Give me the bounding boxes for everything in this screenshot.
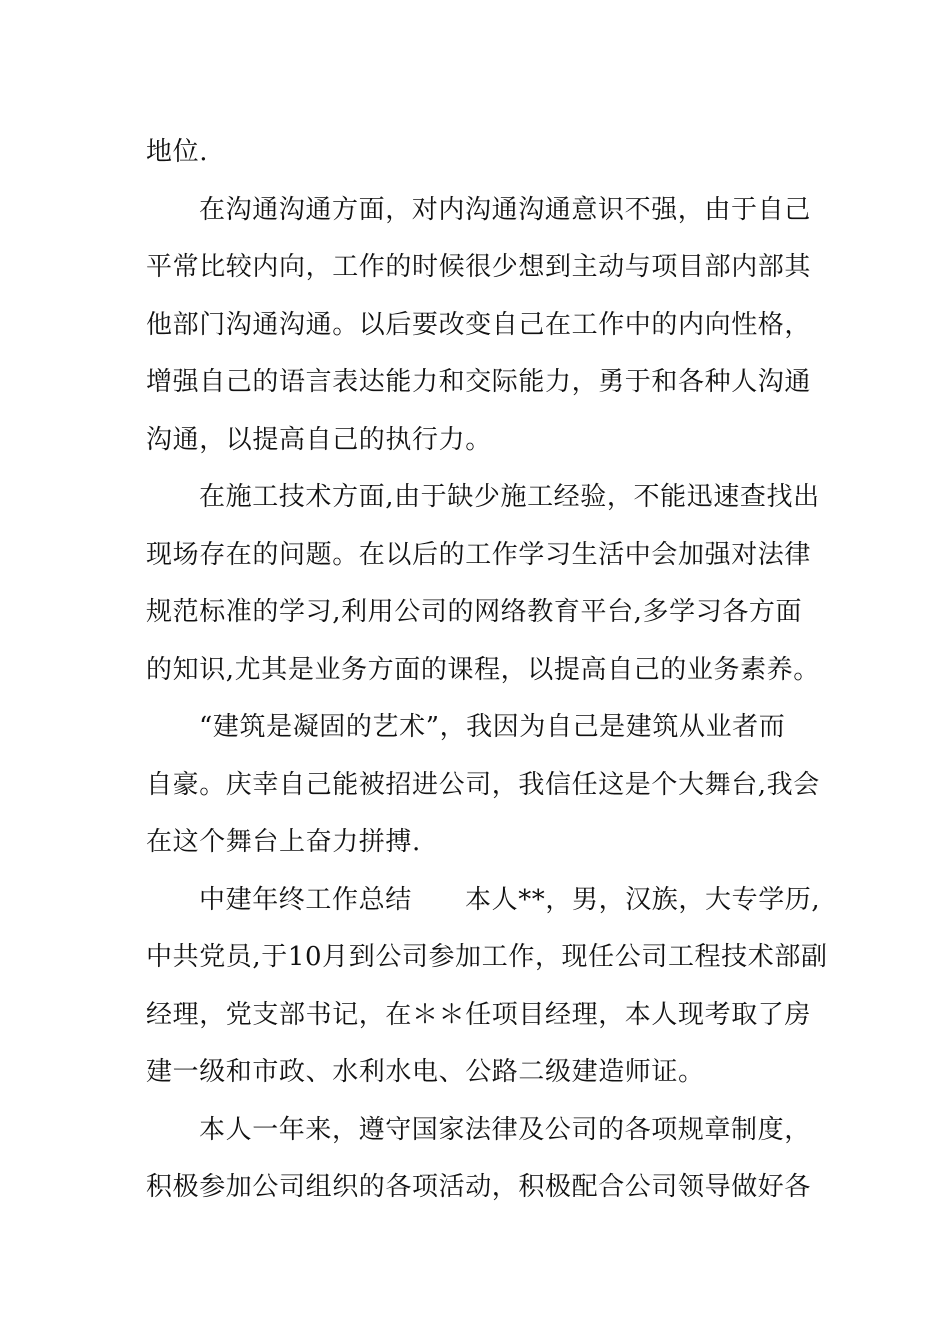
- paragraph-line: 平常比较内向，工作的时候很少想到主动与项目部内部其: [146, 252, 812, 282]
- paragraph-line: 地位.: [146, 137, 209, 167]
- paragraph-line: 自豪。庆幸自己能被招进公司，我信任这是个大舞台,我会: [146, 769, 820, 800]
- paragraph-line: “建筑是凝固的艺术”，我因为自己是建筑从业者而: [199, 712, 786, 742]
- paragraph-line: 经理，党支部书记，在＊＊任项目经理，本人现考取了房: [146, 999, 812, 1030]
- paragraph-line: 规范标准的学习,利用公司的网络教育平台,多学习各方面: [146, 597, 803, 627]
- paragraph-line: 中建年终工作总结 本人**，男，汉族，大专学历,: [199, 884, 821, 915]
- paragraph-line: 增强自己的语言表达能力和交际能力，勇于和各种人沟通: [146, 367, 812, 397]
- paragraph-line: 他部门沟通沟通。以后要改变自己在工作中的内向性格，: [146, 309, 812, 340]
- paragraph-line: 沟通，以提高自己的执行力。: [146, 424, 492, 455]
- paragraph-line: 现场存在的问题。在以后的工作学习生活中会加强对法律: [146, 539, 812, 570]
- paragraph-line: 的知识,尤其是业务方面的课程，以提高自己的业务素养。: [146, 654, 820, 685]
- document-body: [146, 124, 826, 1217]
- paragraph-line: 本人一年来，遵守国家法律及公司的各项规章制度，: [199, 1114, 811, 1145]
- paragraph-line: 中共党员,于10月到公司参加工作，现任公司工程技术部副: [146, 942, 828, 972]
- paragraph-line: 在施工技术方面,由于缺少施工经验，不能迅速查找出: [199, 482, 820, 512]
- paragraph-line: 建一级和市政、水利水电、公路二级建造师证。: [146, 1057, 705, 1087]
- paragraph-line: 在沟通沟通方面，对内沟通沟通意识不强，由于自己: [199, 194, 811, 225]
- paragraph-line: 在这个舞台上奋力拼搏.: [146, 827, 421, 857]
- paragraph-line: 积极参加公司组织的各项活动，积极配合公司领导做好各: [146, 1172, 812, 1202]
